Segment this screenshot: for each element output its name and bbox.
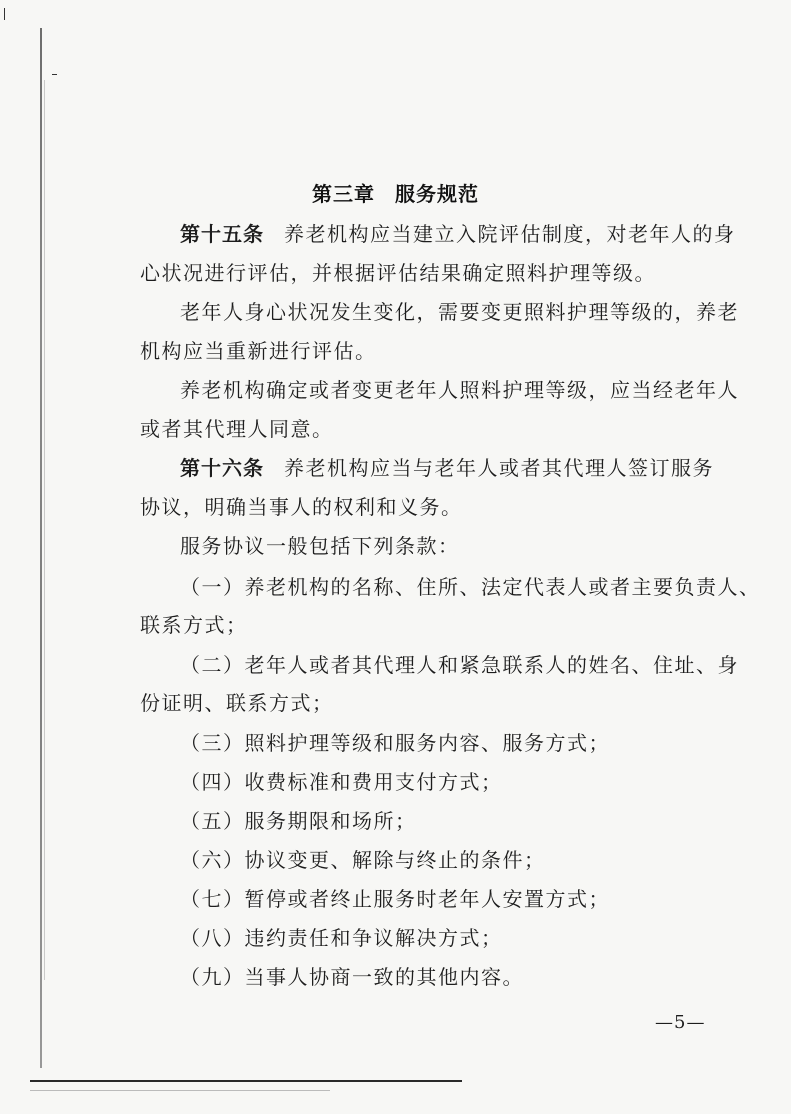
- bottom-rule: [30, 1080, 462, 1082]
- article-16-intro: 服务协议一般包括下列条款：: [180, 534, 460, 558]
- clause-2-line-2: 份证明、联系方式；: [140, 691, 334, 715]
- article-15-label: 第十五条: [180, 222, 264, 246]
- article-15-para3-line-2: 或者其代理人同意。: [140, 417, 334, 441]
- article-15-text: 养老机构应当建立入院评估制度，对老年人的身: [284, 222, 736, 246]
- article-15-line-2: 心状况进行评估，并根据评估结果确定照料护理等级。: [140, 261, 656, 285]
- article-15-para2-line-1: 老年人身心状况发生变化，需要变更照料护理等级的，养老: [180, 300, 739, 324]
- binding-edge-shadow: [44, 80, 45, 980]
- chapter-heading: [0, 178, 791, 207]
- clause-3: （三）照料护理等级和服务内容、服务方式；: [180, 731, 610, 755]
- clause-8: （八）违约责任和争议解决方式；: [180, 926, 503, 950]
- article-15-para2-line-2: 机构应当重新进行评估。: [140, 339, 377, 363]
- clause-1-line-2: 联系方式；: [140, 613, 248, 637]
- clause-6: （六）协议变更、解除与终止的条件；: [180, 848, 546, 872]
- page-number: —5—: [655, 1012, 706, 1033]
- clause-1-line-1: （一）养老机构的名称、住所、法定代表人或者主要负责人、: [180, 575, 761, 599]
- article-15-para3-line-1: 养老机构确定或者变更老年人照料护理等级，应当经老年人: [180, 378, 739, 402]
- scan-mark: [4, 8, 5, 20]
- article-16-line-2: 协议，明确当事人的权利和义务。: [140, 495, 463, 519]
- clause-2-line-1: （二）老年人或者其代理人和紧急联系人的姓名、住址、身: [180, 653, 739, 677]
- article-16-text: 养老机构应当与老年人或者其代理人签订服务: [284, 456, 714, 480]
- chapter-number: 第三章: [312, 182, 375, 206]
- clause-5: （五）服务期限和场所；: [180, 809, 417, 833]
- chapter-title: 服务规范: [395, 182, 479, 206]
- scan-mark-dash: [52, 74, 57, 75]
- clause-4: （四）收费标准和费用支付方式；: [180, 770, 503, 794]
- bottom-rule-shadow: [30, 1090, 330, 1091]
- article-15-line-1: [180, 220, 736, 248]
- clause-7: （七）暂停或者终止服务时老年人安置方式；: [180, 887, 610, 911]
- article-16-line-1: [180, 454, 714, 482]
- clause-9: （九）当事人协商一致的其他内容。: [180, 965, 524, 989]
- article-16-label: 第十六条: [180, 456, 264, 480]
